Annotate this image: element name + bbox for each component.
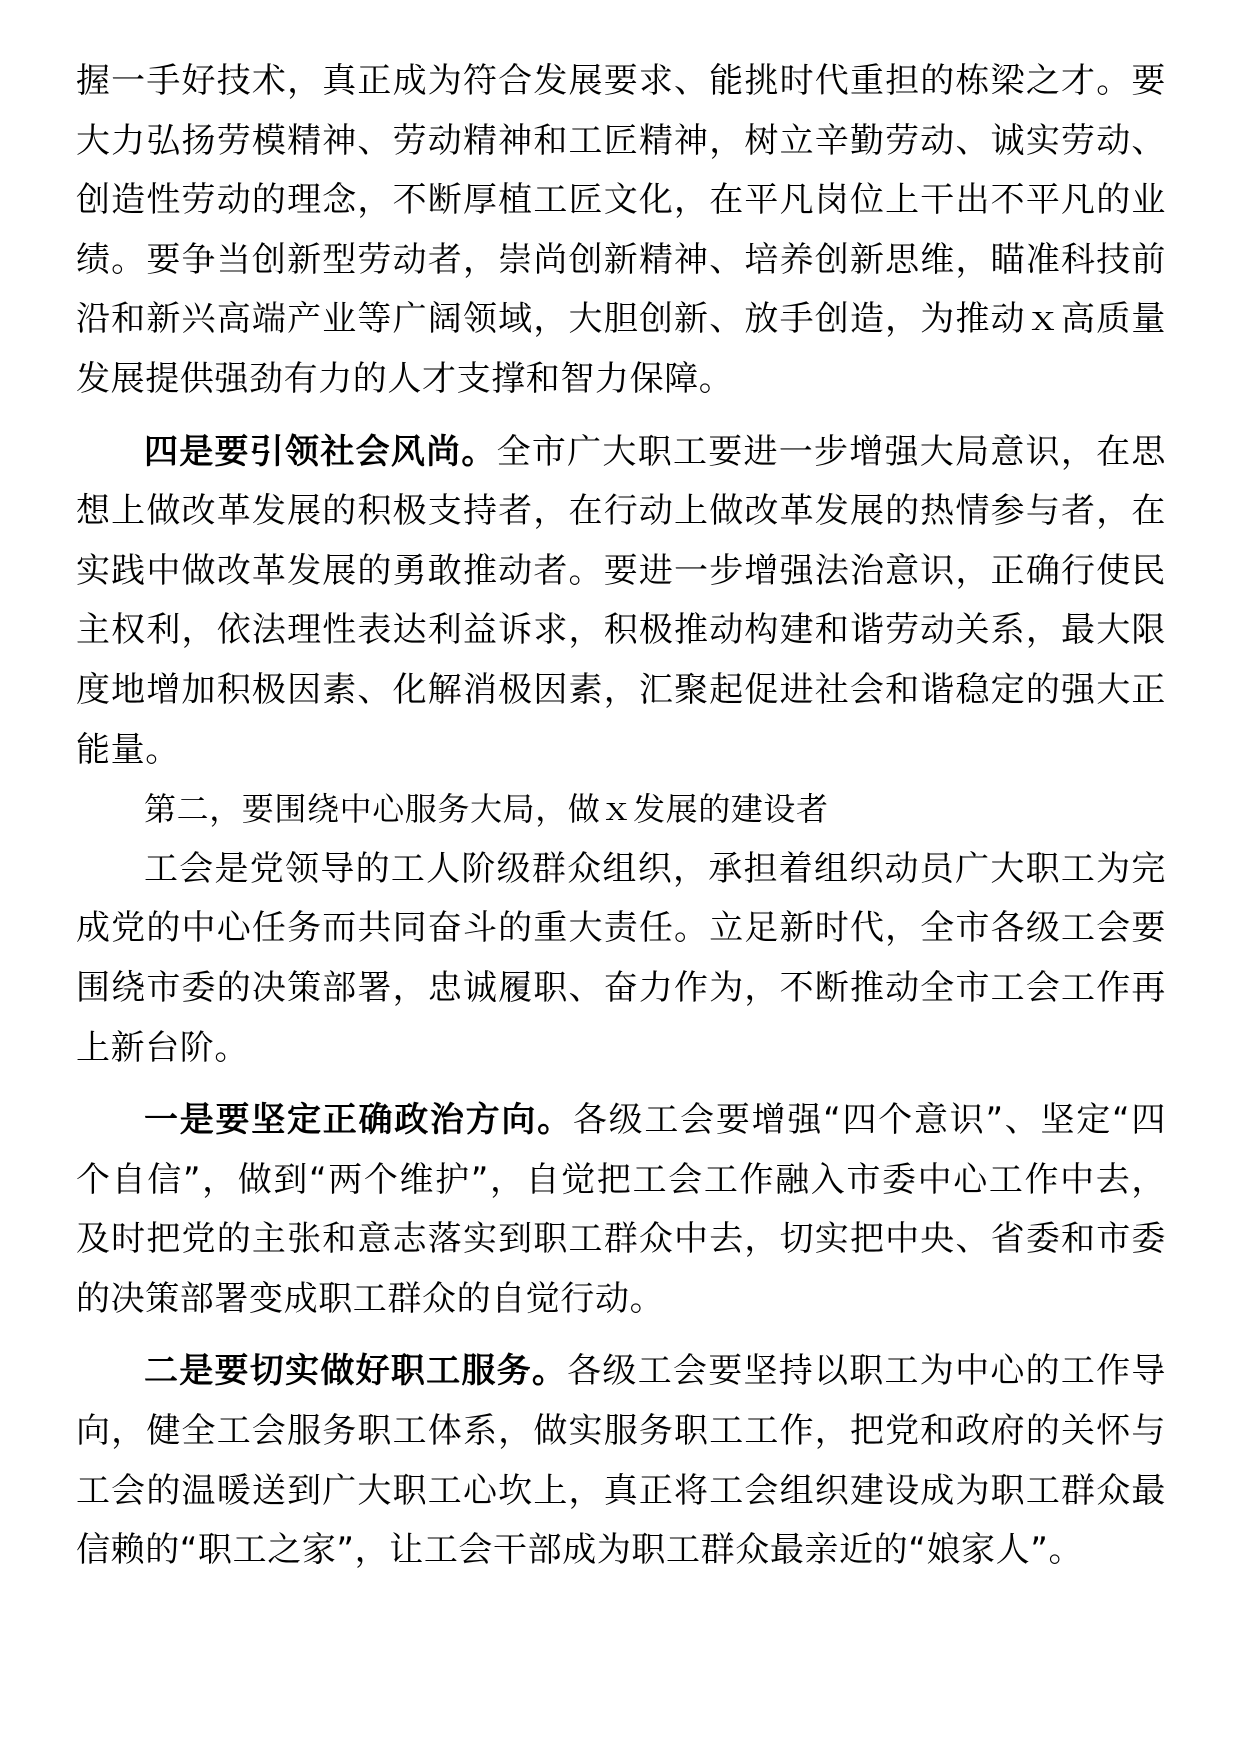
paragraph-text: 各级工会要坚持以职工为中心的工作导向，健全工会服务职工体系，做实服务职工工作，把党和政府的关怀与工会的温暖送到广大职工心坎上，真正将工会组织建设成为职工群众最信赖的“职工之家”，让工会干部成为职工群众最亲近的“娘家人”。 [76, 1351, 1166, 1571]
paragraph-text: 工会是党领导的工人阶级群众组织，承担着组织动员广大职工为完成党的中心任务而共同奋斗的重大责任。立足新时代，全市各级工会要围绕市委的决策部署，忠诚履职、奋力作为，不断推动全市工会工作再上新台阶。 [76, 848, 1166, 1068]
paragraph-lead: 四是要引领社会风尚。 [144, 431, 497, 472]
paragraph-political-direction [76, 1091, 1166, 1329]
paragraph-text: 各级工会要增强“四个意识”、坚定“四个自信”，做到“两个维护”，自觉把工会工作融入市委中心工作中去，及时把党的主张和意志落实到职工群众中去，切实把中央、省委和市委的决策部署变成职工群众的自觉行动。 [76, 1100, 1166, 1319]
paragraph-text: 握一手好技术，真正成为符合发展要求、能挑时代重担的栋梁之才。要大力弘扬劳模精神、劳动精神和工匠精神，树立辛勤劳动、诚实劳动、创造性劳动的理念，不断厚植工匠文化，在平凡岗位上干出不平凡的业绩。要争当创新型劳动者，崇尚创新精神、培养创新思维，瞄准科技前沿和新兴高端产业等广阔领域，大胆创新、放手创造，为推动ｘ高质量发展提供强劲有力的人才支撑和智力保障。 [76, 61, 1166, 399]
paragraph-talent-support [76, 52, 1166, 410]
paragraph-union-role [76, 840, 1166, 1078]
paragraph-lead: 一是要坚定正确政治方向。 [144, 1100, 573, 1141]
paragraph-text: 全市广大职工要进一步增强大局意识，在思想上做改革发展的积极支持者，在行动上做改革发展的热情参与者，在实践中做改革发展的勇敢推动者。要进一步增强法治意识，正确行使民主权利，依法理性表达利益诉求，积极推动构建和谐劳动关系，最大限度地增加积极因素、化解消极因素，汇聚起促进社会和谐稳定的强大正能量。 [76, 431, 1166, 770]
document-page [76, 52, 1166, 1581]
section-heading: 第二，要围绕中心服务大局，做ｘ发展的建设者 [144, 790, 829, 829]
paragraph-worker-service [76, 1342, 1166, 1580]
paragraph-social-trend [76, 423, 1166, 781]
paragraph-lead: 二是要切实做好职工服务。 [144, 1351, 568, 1392]
